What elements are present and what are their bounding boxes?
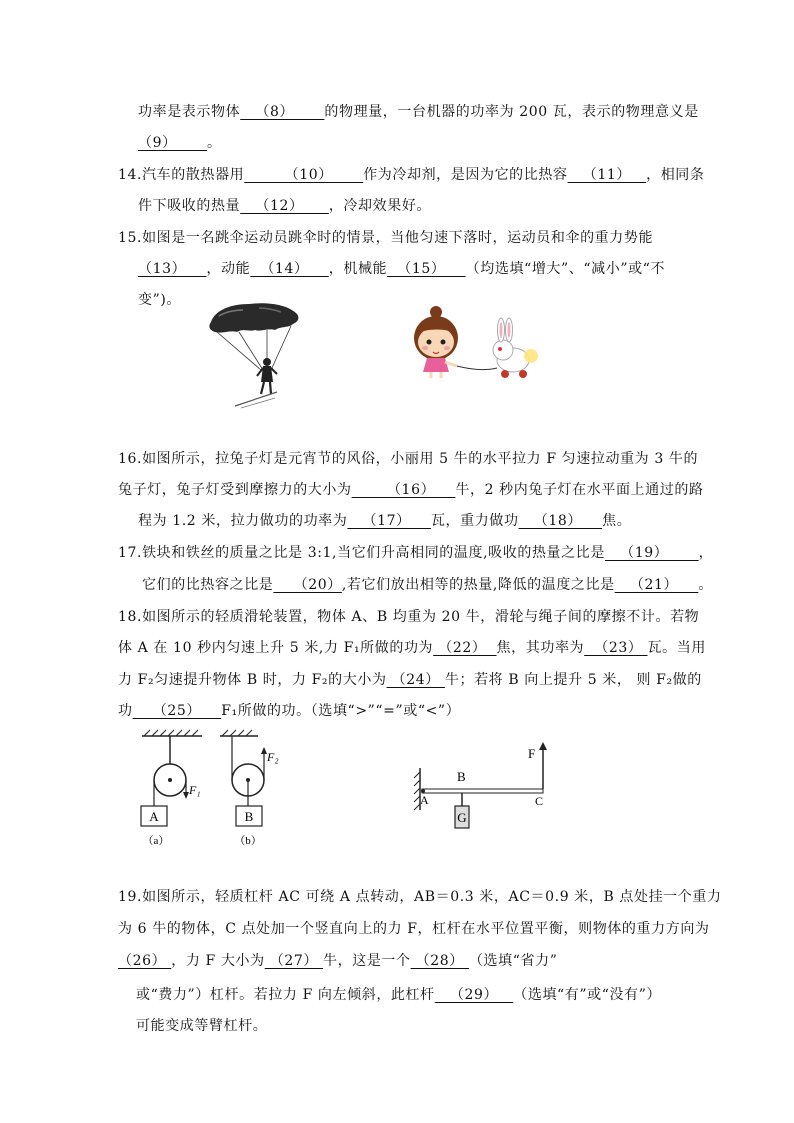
- blank-8[interactable]: （8）: [240, 104, 325, 120]
- q14-text-d: 件下吸收的热量: [138, 198, 241, 214]
- q16-line2: [118, 480, 704, 500]
- q15-line1: [118, 228, 653, 248]
- q16-text-e: 瓦，重力做功: [430, 513, 519, 529]
- q19-line1: [118, 887, 722, 907]
- q13-text-a: 功率是表示物体: [138, 104, 241, 120]
- q16-text-f: 焦。: [602, 513, 632, 529]
- blank-15[interactable]: （15）: [387, 261, 466, 277]
- q15-text-e: 变”)。: [138, 292, 182, 308]
- blank-26[interactable]: （26）: [118, 953, 172, 969]
- pulley-figures: [132, 728, 292, 853]
- q19-line5: [136, 1016, 267, 1036]
- blank-27[interactable]: （27）: [264, 953, 324, 969]
- q15-text-d: （均选填“增大”、“减小”或“不: [465, 261, 666, 277]
- q18-text-f: 牛；若将 B 向上提升 5 米， 则 F₂做的: [444, 672, 702, 688]
- q13-text-end: 。: [207, 135, 222, 151]
- rabbit-lantern-figure: [405, 300, 545, 385]
- q16-text-b: 兔子灯，兔子灯受到摩擦力的大小为: [118, 482, 352, 498]
- block-b-label: B: [244, 809, 254, 824]
- point-c-label: C: [535, 794, 544, 808]
- q19-line3: [118, 951, 557, 971]
- blank-12[interactable]: （12）: [240, 198, 329, 214]
- force-f-label: F: [528, 746, 536, 761]
- q18-text-e: 力 F₂匀速提升物体 B 时，力 F₂的大小为: [118, 672, 387, 688]
- q18-text-a: 18.如图所示的轻质滑轮装置，物体 A、B 均重为 20 牛，滑轮与绳子间的摩擦不计。若物: [118, 609, 700, 625]
- q18-line4: [118, 701, 460, 721]
- q18-line2: [118, 638, 706, 658]
- q19-text-b: 为 6 牛的物体，C 点处加一个竖直向上的力 F，杠杆在水平位置平衡，则物体的重力方向为: [118, 921, 710, 937]
- blank-9[interactable]: （9）: [138, 135, 208, 151]
- lever-bar: [422, 789, 543, 793]
- force-f2-label: F₂: [267, 750, 279, 764]
- q17-line2: [142, 575, 713, 595]
- q18-line1: [118, 607, 699, 627]
- q17-line1: [118, 543, 713, 563]
- q14-text-a: 14.汽车的散热器用: [118, 167, 245, 183]
- blank-24[interactable]: （24）: [386, 672, 445, 688]
- q18-line3: [118, 670, 702, 690]
- force-f1-label: F₁: [189, 783, 201, 797]
- q15-line3: [138, 290, 181, 310]
- caption-a: （a）: [142, 835, 170, 847]
- blank-10[interactable]: （10）: [244, 167, 364, 183]
- q18-text-h: F₁所做的功。（选填“>”“=”或“<”）: [221, 703, 461, 719]
- q17-text-b: ，: [698, 545, 714, 561]
- q18-text-g: 功: [118, 703, 133, 719]
- q17-text-e: 。: [698, 577, 713, 593]
- q19-text-h: 可能变成等臂杠杆。: [136, 1018, 268, 1034]
- blank-20[interactable]: （20）: [273, 577, 342, 593]
- q16-text-d: 程为 1.2 米，拉力做功的功率为: [138, 513, 348, 529]
- blank-16[interactable]: （16）: [351, 482, 456, 498]
- q18-text-d: 瓦。当用: [647, 640, 706, 656]
- caption-b: （b）: [234, 835, 262, 847]
- q19-text-g: （选填“有”或“没有”）: [513, 987, 662, 1003]
- q19-text-f: 或“费力”）杠杆。若拉力 F 向左倾斜，此杠杆: [136, 987, 435, 1003]
- blank-11[interactable]: （11）: [567, 167, 647, 183]
- q13-line2: [138, 133, 222, 153]
- lever-figure: [402, 738, 562, 838]
- weight-g-label: G: [457, 810, 467, 825]
- q16-line3: [138, 511, 631, 531]
- q16-line1: [118, 449, 698, 469]
- point-b-label: B: [457, 769, 466, 784]
- q17-text-a: 17.铁块和铁丝的质量之比是 3:1,当它们升高相同的温度,吸收的热量之比是: [118, 545, 605, 561]
- q19-text-e: （选填“省力”: [468, 953, 558, 969]
- q15-line2: [138, 259, 665, 279]
- q13-text-b: 的物理量，一台机器的功率为 200 瓦，表示的物理意义是: [324, 104, 699, 120]
- q18-text-c: 焦，其功率为: [496, 640, 585, 656]
- q17-text-d: ,若它们放出相等的热量,降低的温度之比是: [341, 577, 615, 593]
- q19-line2: [118, 919, 710, 939]
- q15-text-a: 15.如图是一名跳伞运动员跳伞时的情景，当他匀速下落时，运动员和伞的重力势能: [118, 230, 654, 246]
- block-a-label: A: [149, 809, 159, 824]
- q16-text-a: 16.如图所示，拉兔子灯是元宵节的风俗，小丽用 5 牛的水平拉力 F 匀速拉动重为 3 牛的: [118, 451, 699, 467]
- q18-text-b: 体 A 在 10 秒内匀速上升 5 米,力 F₁所做的功为: [118, 640, 434, 656]
- blank-23[interactable]: （23）: [584, 640, 648, 656]
- blank-14[interactable]: （14）: [250, 261, 329, 277]
- parachutist-image: [205, 298, 305, 410]
- parachutist-figure: [205, 298, 305, 410]
- q14-line1: [118, 165, 705, 185]
- q19-line4: [136, 985, 661, 1005]
- point-a-label: A: [420, 793, 429, 807]
- q14-text-e: ，冷却效果好。: [328, 198, 432, 214]
- q17-text-c: 它们的比热容之比是: [142, 577, 274, 593]
- blank-25[interactable]: （25）: [132, 703, 222, 719]
- q19-text-c: ，力 F 大小为: [171, 953, 265, 969]
- blank-13[interactable]: （13）: [138, 261, 207, 277]
- blank-22[interactable]: （22）: [433, 640, 497, 656]
- blank-28[interactable]: （28）: [410, 953, 469, 969]
- lever-diagram: [402, 738, 562, 838]
- q16-text-c: 牛，2 秒内兔子灯在水平面上通过的路: [455, 482, 704, 498]
- blank-21[interactable]: （21）: [614, 577, 699, 593]
- q14-line2: [138, 196, 431, 216]
- q15-text-c: ，机械能: [328, 261, 388, 277]
- q19-text-a: 19.如图所示，轻质杠杆 AC 可绕 A 点转动，AB＝0.3 米，AC＝0.9 米，B 点处挂一个重力: [118, 889, 722, 905]
- rabbit-lantern-image: [405, 300, 545, 385]
- blank-17[interactable]: （17）: [347, 513, 431, 529]
- blank-29[interactable]: （29）: [434, 987, 514, 1003]
- blank-18[interactable]: （18）: [518, 513, 603, 529]
- pulley-diagram: [132, 728, 292, 853]
- q15-text-b: ，动能: [206, 261, 251, 277]
- q14-text-b: 作为冷却剂，是因为它的比热容: [363, 167, 568, 183]
- q13-line1: [138, 102, 699, 122]
- q19-text-d: 牛，这是一个: [323, 953, 411, 969]
- q14-text-c: ，相同条: [646, 167, 705, 183]
- blank-19[interactable]: （19）: [604, 545, 699, 561]
